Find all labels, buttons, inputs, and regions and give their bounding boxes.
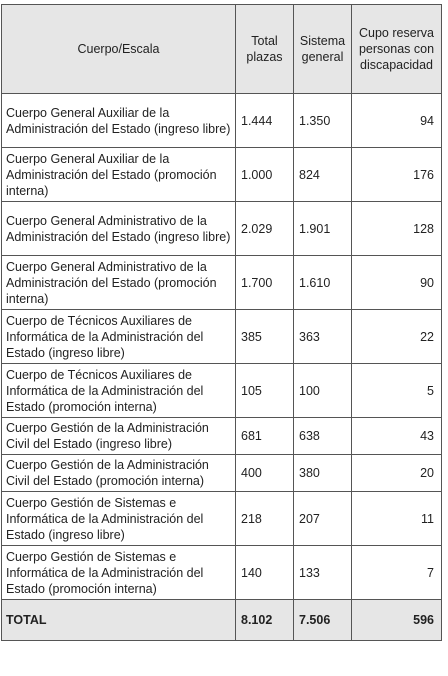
- total-cell: 1.000: [236, 148, 294, 202]
- table-header-row: [2, 5, 442, 94]
- cuerpo-cell: Cuerpo Gestión de Sistemas e Informática de la Administración del Estado (ingreso libre): [2, 492, 236, 546]
- general-cell: 1.350: [294, 94, 352, 148]
- cupo-cell: 43: [352, 418, 442, 455]
- cupo-cell: 20: [352, 455, 442, 492]
- table-row: [2, 94, 442, 148]
- table-row: [2, 546, 442, 600]
- cuerpo-cell: Cuerpo de Técnicos Auxiliares de Informática de la Administración del Estado (ingreso libre): [2, 310, 236, 364]
- cupo-cell: 128: [352, 202, 442, 256]
- total-general-sum: 7.506: [294, 600, 352, 641]
- general-cell: 638: [294, 418, 352, 455]
- total-cell: 105: [236, 364, 294, 418]
- cuerpo-cell: Cuerpo General Administrativo de la Administración del Estado (ingreso libre): [2, 202, 236, 256]
- header-cupo: Cupo reserva personas con discapacidad: [352, 5, 442, 94]
- general-cell: 100: [294, 364, 352, 418]
- cuerpo-cell: Cuerpo de Técnicos Auxiliares de Informática de la Administración del Estado (promoción interna): [2, 364, 236, 418]
- table-row: [2, 202, 442, 256]
- table-row: [2, 455, 442, 492]
- general-cell: 363: [294, 310, 352, 364]
- general-cell: 1.901: [294, 202, 352, 256]
- total-label: TOTAL: [2, 600, 236, 641]
- cuerpo-cell: Cuerpo General Administrativo de la Administración del Estado (promoción interna): [2, 256, 236, 310]
- header-total: Total plazas: [236, 5, 294, 94]
- total-cell: 1.444: [236, 94, 294, 148]
- cuerpo-cell: Cuerpo Gestión de la Administración Civil del Estado (promoción interna): [2, 455, 236, 492]
- cupo-cell: 90: [352, 256, 442, 310]
- cupo-cell: 5: [352, 364, 442, 418]
- general-cell: 1.610: [294, 256, 352, 310]
- cupo-cell: 176: [352, 148, 442, 202]
- general-cell: 207: [294, 492, 352, 546]
- total-plazas-sum: 8.102: [236, 600, 294, 641]
- general-cell: 824: [294, 148, 352, 202]
- plazas-table: [1, 4, 442, 641]
- general-cell: 380: [294, 455, 352, 492]
- general-cell: 133: [294, 546, 352, 600]
- table-row: [2, 364, 442, 418]
- cuerpo-cell: Cuerpo Gestión de la Administración Civil del Estado (ingreso libre): [2, 418, 236, 455]
- table-row: [2, 256, 442, 310]
- total-cell: 385: [236, 310, 294, 364]
- table-row: [2, 310, 442, 364]
- header-cuerpo: Cuerpo/Escala: [2, 5, 236, 94]
- total-cupo-sum: 596: [352, 600, 442, 641]
- cuerpo-cell: Cuerpo General Auxiliar de la Administración del Estado (promoción interna): [2, 148, 236, 202]
- cuerpo-cell: Cuerpo General Auxiliar de la Administración del Estado (ingreso libre): [2, 94, 236, 148]
- cupo-cell: 11: [352, 492, 442, 546]
- total-cell: 1.700: [236, 256, 294, 310]
- total-cell: 140: [236, 546, 294, 600]
- total-cell: 400: [236, 455, 294, 492]
- table-row: [2, 418, 442, 455]
- total-cell: 2.029: [236, 202, 294, 256]
- cupo-cell: 22: [352, 310, 442, 364]
- cupo-cell: 94: [352, 94, 442, 148]
- table-row: [2, 148, 442, 202]
- cuerpo-cell: Cuerpo Gestión de Sistemas e Informática de la Administración del Estado (promoción interna): [2, 546, 236, 600]
- table-row: [2, 492, 442, 546]
- cupo-cell: 7: [352, 546, 442, 600]
- total-cell: 681: [236, 418, 294, 455]
- header-general: Sistema general: [294, 5, 352, 94]
- total-cell: 218: [236, 492, 294, 546]
- total-row: [2, 600, 442, 641]
